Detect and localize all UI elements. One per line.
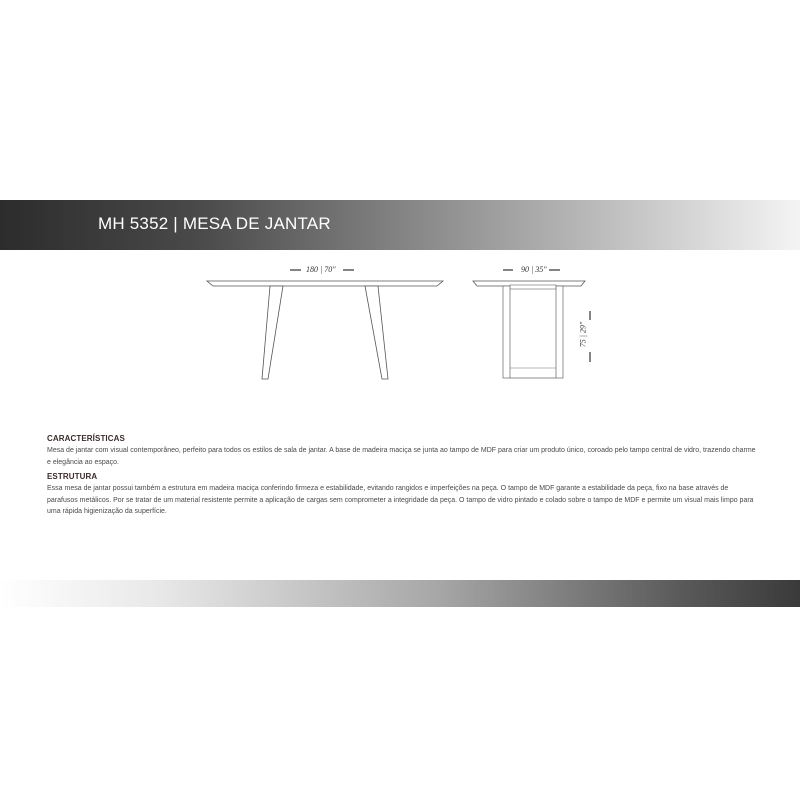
front-view xyxy=(207,270,443,379)
structure-text: Essa mesa de jantar possui também a estrutura em madeira maciça conferindo firmeza e estabilidade, evitando rangidos e imperfeições na peça. O tampo de MDF garante a estabilidade da peça, fixo na base através de parafusos metálicos. Por se tratar de um material resistente permite a aplicação de cargas sem comprometer a integridade da peça. O tampo de vidro pintado e colado sobre o tampo de MDF e permite um visual mais limpo para uma rápida higienização da superfície. xyxy=(47,485,754,515)
features-title: CARACTERÍSTICAS xyxy=(47,434,125,443)
features-text: Mesa de jantar com visual contemporâneo, perfeito para todos os estilos de sala de jantar. A base de madeira maciça se junta ao tampo de MDF para criar um produto único, coroado pelo tampo central de vidro, trazendo charme e elegância ao espaço. xyxy=(47,447,756,466)
description-content xyxy=(47,434,757,522)
height-dimension: 75 | 29" xyxy=(578,321,588,348)
page-title: MH 5352 | MESA DE JANTAR xyxy=(98,214,331,233)
side-view xyxy=(473,270,590,378)
structure-title: ESTRUTURA xyxy=(47,472,98,481)
width-dimension: 180 | 70" xyxy=(306,265,336,274)
depth-dimension: 90 | 35" xyxy=(521,265,547,274)
footer-band xyxy=(0,580,800,607)
